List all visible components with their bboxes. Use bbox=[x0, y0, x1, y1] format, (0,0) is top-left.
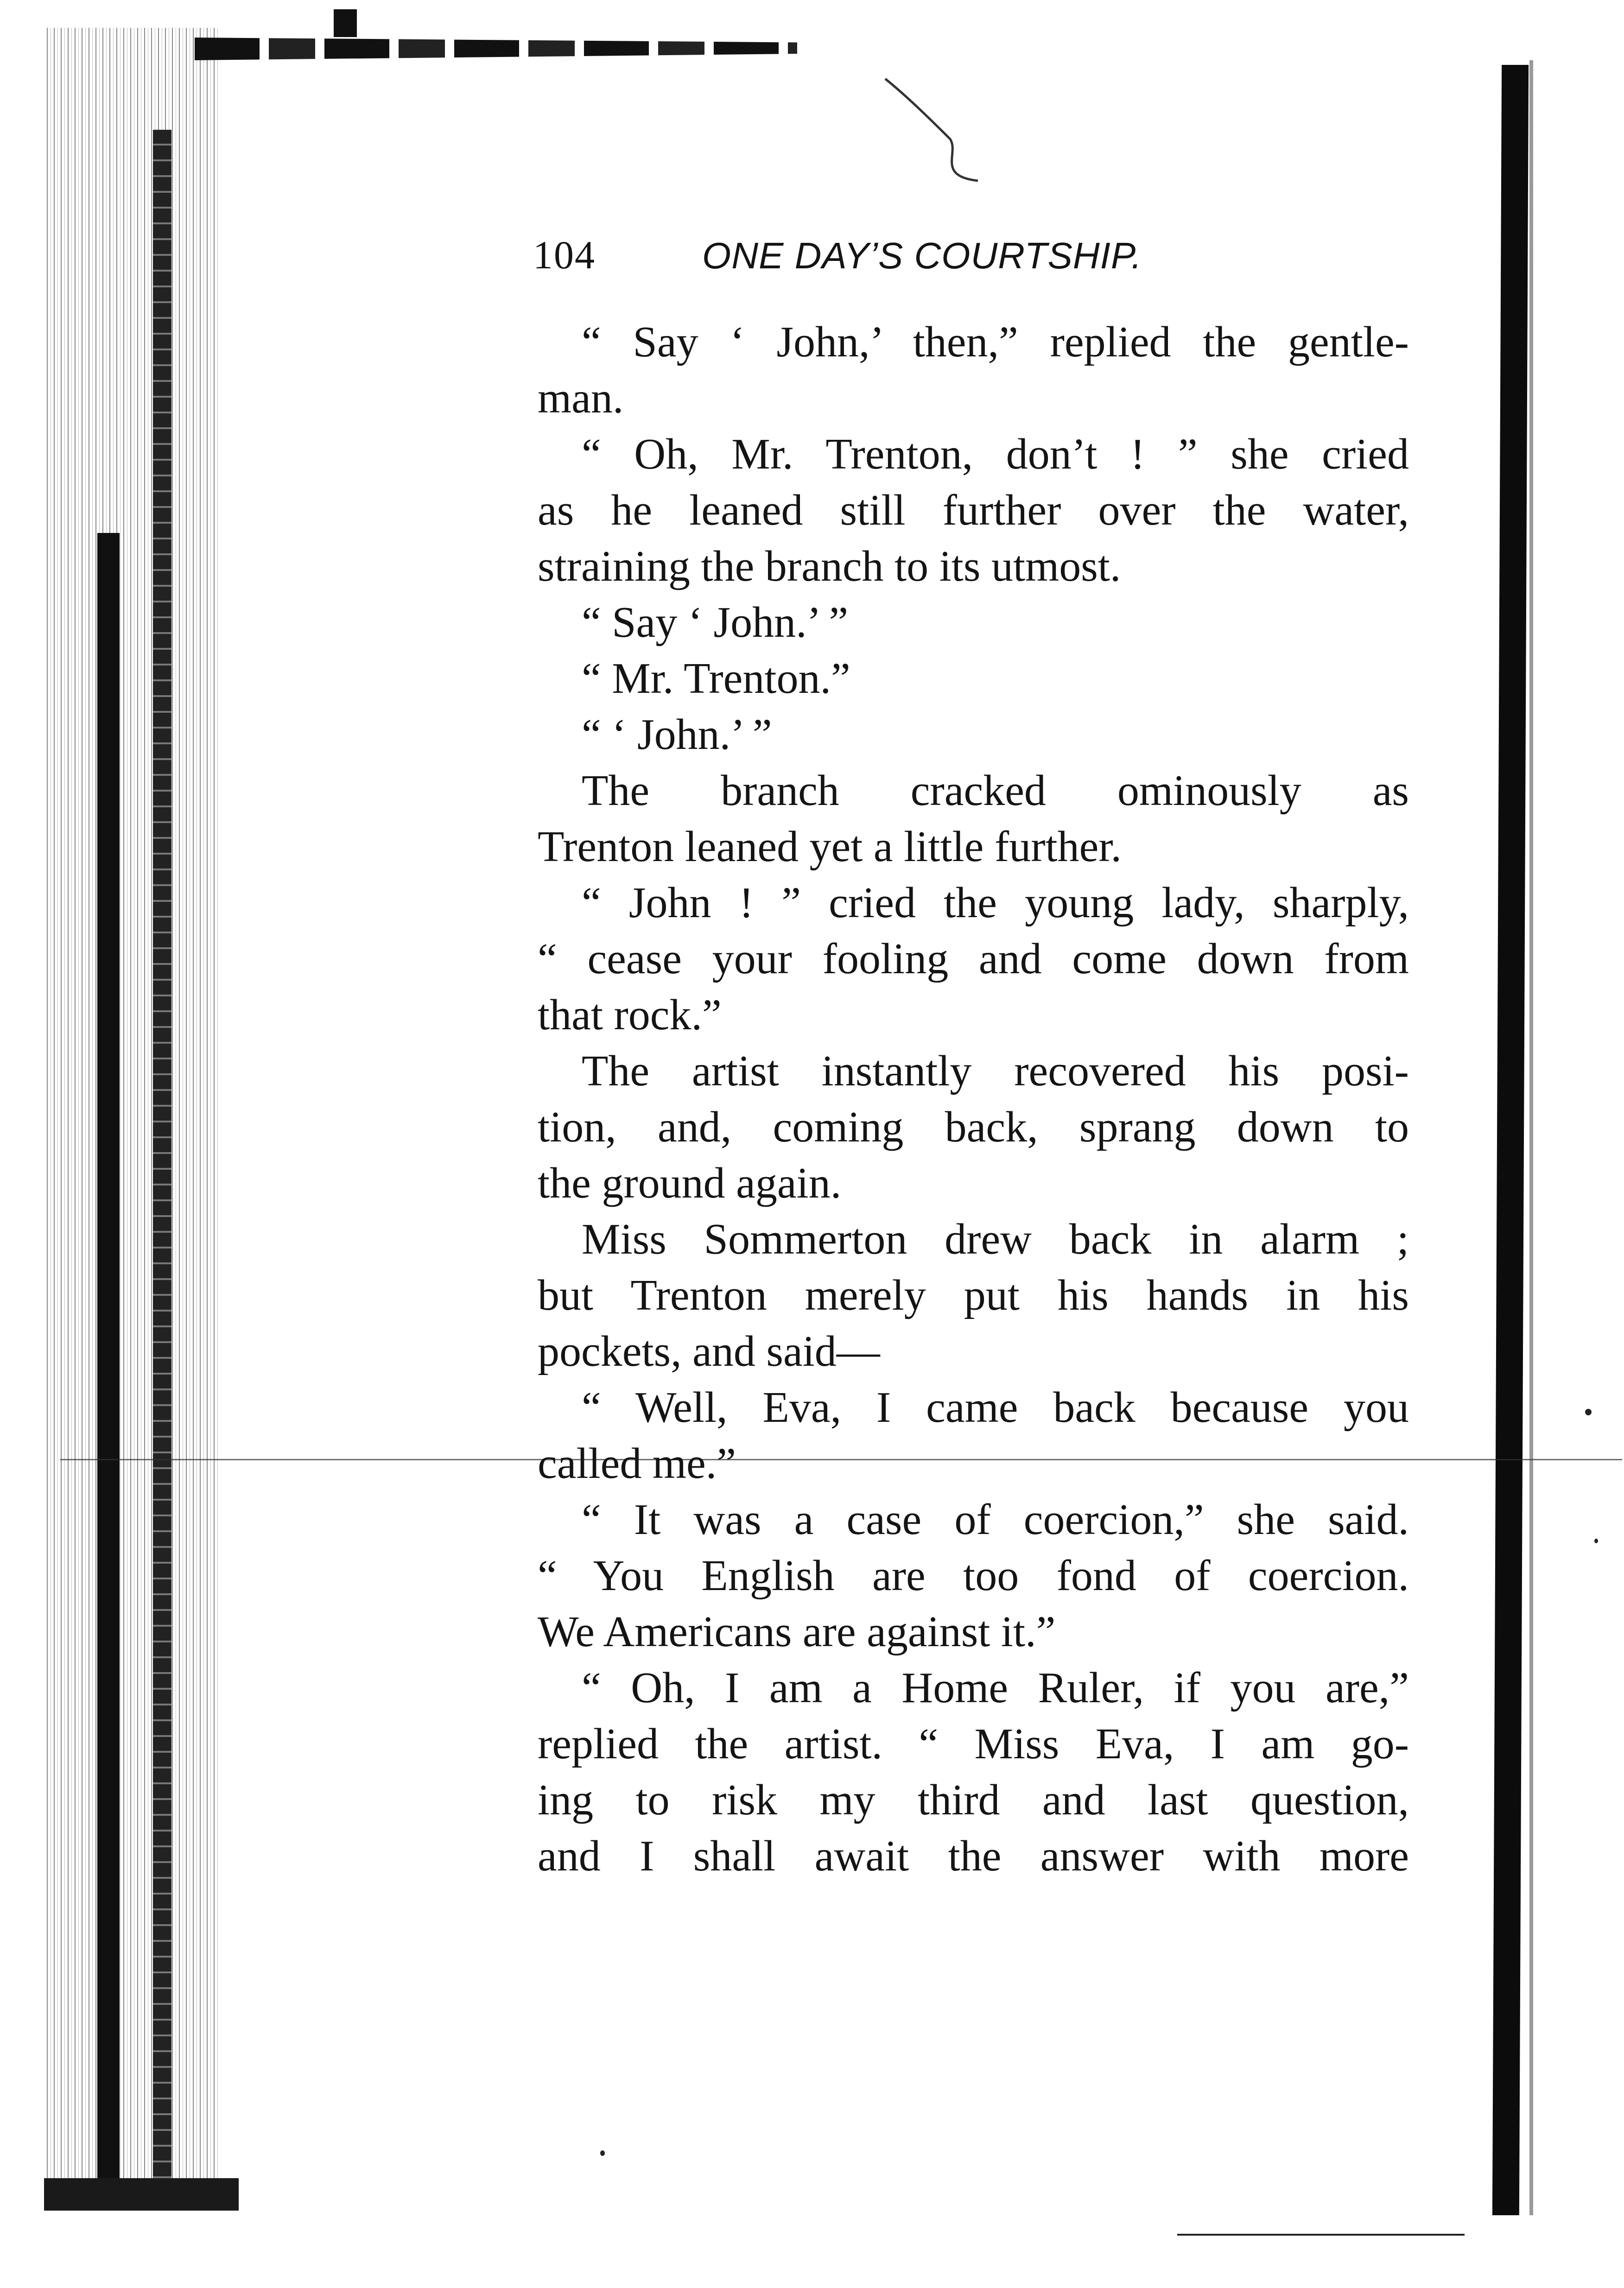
binding-base-shadow bbox=[44, 2178, 239, 2211]
page-number: 104 bbox=[533, 233, 596, 277]
text-line: The artist instantly recovered his posi- bbox=[582, 1047, 1409, 1095]
text-line: that rock.” bbox=[538, 991, 722, 1039]
text-line: Miss Sommerton drew back in alarm ; bbox=[582, 1215, 1409, 1263]
speck bbox=[600, 2150, 605, 2156]
text-line: “ Well, Eva, I came back because you bbox=[582, 1383, 1409, 1432]
text-line: “ Oh, Mr. Trenton, don’t ! ” she cried bbox=[582, 430, 1409, 478]
bottom-edge-line bbox=[1177, 2234, 1465, 2236]
text-line: and I shall await the answer with more bbox=[538, 1832, 1409, 1880]
text-line: “ Say ‘ John,’ then,” replied the gentle- bbox=[582, 318, 1409, 366]
page-header bbox=[533, 232, 1414, 283]
text-line: replied the artist. “ Miss Eva, I am go- bbox=[538, 1720, 1409, 1768]
text-line: Trenton leaned yet a little further. bbox=[538, 823, 1122, 871]
text-line: pockets, and said— bbox=[538, 1327, 880, 1375]
text-line: as he leaned still further over the water, bbox=[538, 486, 1409, 534]
speck bbox=[1585, 1409, 1592, 1415]
text-line: ing to risk my third and last question, bbox=[538, 1776, 1409, 1824]
binding-shadow bbox=[44, 28, 220, 2206]
text-line: straining the branch to its utmost. bbox=[538, 542, 1121, 590]
text-line: “ Oh, I am a Home Ruler, if you are,” bbox=[582, 1664, 1409, 1712]
body-text bbox=[538, 314, 1409, 1884]
binding-dark-strip bbox=[97, 533, 120, 2201]
text-line: tion, and, coming back, sprang down to bbox=[538, 1103, 1409, 1151]
text-line: but Trenton merely put his hands in his bbox=[538, 1271, 1409, 1319]
text-line: “ cease your fooling and come down from bbox=[538, 935, 1409, 983]
text-line: “ ‘ John.’ ” bbox=[582, 710, 772, 759]
right-edge-shadow bbox=[1492, 65, 1529, 2215]
text-line: “ You English are too fond of coercion. bbox=[538, 1552, 1409, 1600]
text-line: “ Mr. Trenton.” bbox=[582, 654, 850, 703]
pen-stroke-mark bbox=[881, 70, 1020, 190]
right-edge-line bbox=[1529, 60, 1533, 2215]
top-edge-shadow bbox=[195, 28, 797, 60]
speck bbox=[1594, 1539, 1598, 1543]
text-line: man. bbox=[538, 374, 624, 422]
text-line: “ John ! ” cried the young lady, sharply, bbox=[582, 879, 1409, 927]
text-line: called me.” bbox=[538, 1439, 736, 1488]
text-line: The branch cracked ominously as bbox=[582, 767, 1409, 815]
top-speck bbox=[334, 9, 357, 37]
running-head: ONE DAY’S COURTSHIP. bbox=[702, 235, 1142, 276]
text-line: the ground again. bbox=[538, 1159, 842, 1207]
binding-shadow-strip bbox=[153, 130, 171, 2192]
text-line: We Americans are against it.” bbox=[538, 1608, 1056, 1656]
text-line: “ Say ‘ John.’ ” bbox=[582, 598, 849, 646]
text-line: “ It was a case of coercion,” she said. bbox=[582, 1496, 1409, 1544]
